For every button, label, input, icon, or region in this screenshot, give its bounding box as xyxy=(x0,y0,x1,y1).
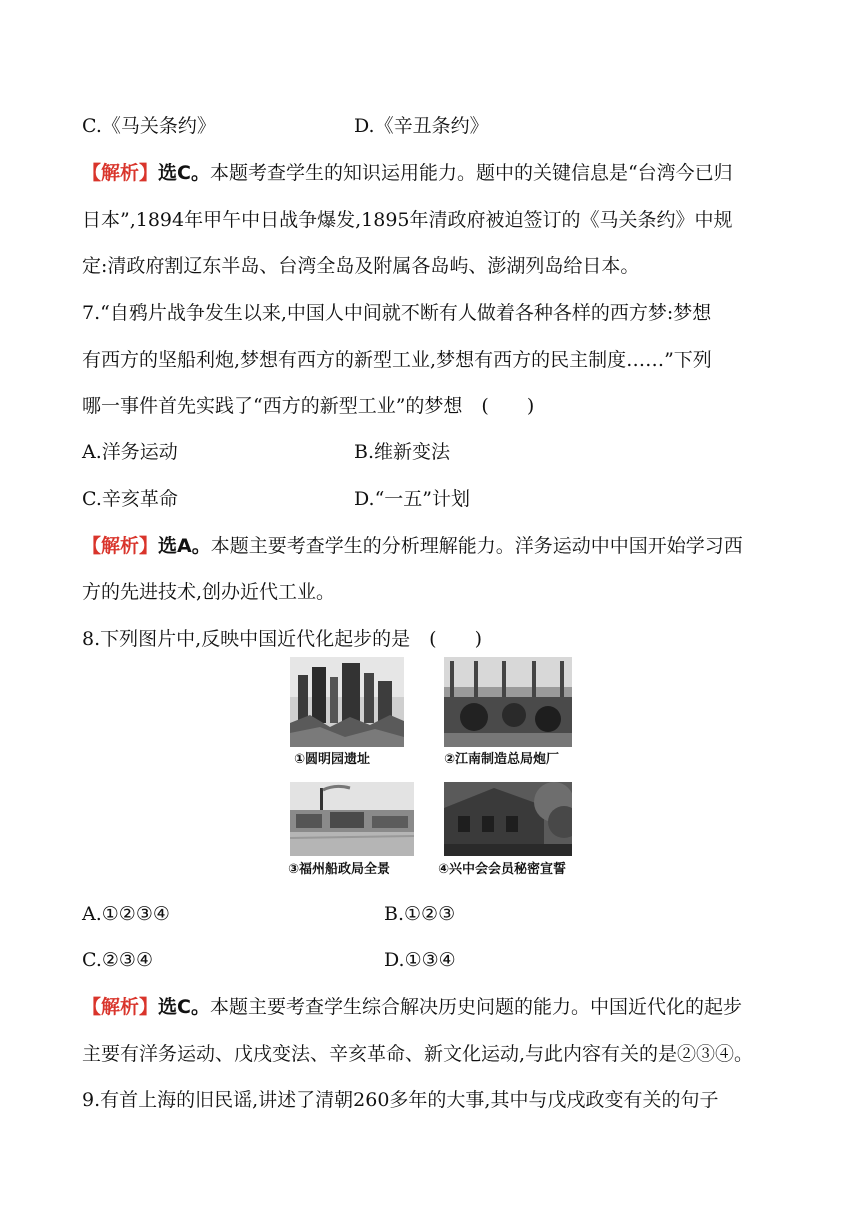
q9-stem-line-1: 9.有首上海的旧民谣,讲述了清朝260多年的大事,其中与戊戌政变有关的句子 xyxy=(82,1089,719,1111)
analysis-tag: 【解析】 xyxy=(82,996,159,1018)
analysis-tag: 【解析】 xyxy=(82,535,159,557)
q8-option-d: D.①③④ xyxy=(384,949,456,971)
q7-stem-line-1: 7.“自鸦片战争发生以来,中国人中间就不断有人做着各种各样的西方梦:梦想 xyxy=(82,302,712,324)
answer-selection: 选C。 xyxy=(158,996,210,1018)
photo-jiangnan-arsenal xyxy=(444,657,572,747)
q7-stem-line-3: 哪一事件首先实践了“西方的新型工业”的梦想 ( ) xyxy=(82,395,535,417)
q6-analysis-line-1 xyxy=(82,161,790,185)
q6-option-c: C.《马关条约》 xyxy=(82,115,216,137)
analysis-text: 本题主要考查学生的分析理解能力。洋务运动中中国开始学习西 xyxy=(210,535,743,557)
q8-option-b: B.①②③ xyxy=(384,903,456,925)
q7-analysis-line-1 xyxy=(82,534,790,558)
analysis-tag: 【解析】 xyxy=(82,162,159,184)
photo-xingzhonghui-oath xyxy=(444,782,572,856)
answer-selection: 选C。 xyxy=(158,162,210,184)
answer-selection: 选A。 xyxy=(158,535,211,557)
caption-photo-2: ②江南制造总局炮厂 xyxy=(444,752,560,767)
q8-option-c: C.②③④ xyxy=(82,949,153,971)
q7-stem-line-2: 有西方的坚船利炮,梦想有西方的新型工业,梦想有西方的民主制度……”下列 xyxy=(82,349,712,371)
caption-photo-1: ①圆明园遗址 xyxy=(294,752,371,767)
photo-yuanmingyuan-ruins xyxy=(290,657,404,747)
q7-option-c: C.辛亥革命 xyxy=(82,488,178,510)
q8-stem: 8.下列图片中,反映中国近代化起步的是 ( ) xyxy=(82,628,482,650)
q8-option-a: A.①②③④ xyxy=(82,903,170,925)
caption-photo-4: ④兴中会会员秘密宣誓 xyxy=(438,862,567,877)
q7-option-b: B.维新变法 xyxy=(354,441,451,463)
analysis-text: 本题考查学生的知识运用能力。题中的关键信息是“台湾今已归 xyxy=(209,162,733,184)
caption-photo-3: ③福州船政局全景 xyxy=(288,862,391,877)
analysis-text: 本题主要考查学生综合解决历史问题的能力。中国近代化的起步 xyxy=(209,996,742,1018)
q6-analysis-line-3: 定:清政府割辽东半岛、台湾全岛及附属各岛屿、澎湖列岛给日本。 xyxy=(82,255,640,277)
q8-photo-grid xyxy=(280,650,580,882)
q6-analysis-line-2: 日本”,1894年甲午中日战争爆发,1895年清政府被迫签订的《马关条约》中规 xyxy=(82,209,733,231)
q7-option-d: D.“一五”计划 xyxy=(354,488,471,510)
q7-analysis-line-2: 方的先进技术,创办近代工业。 xyxy=(82,581,336,603)
photo-fuzhou-shipyard xyxy=(290,782,414,856)
q7-option-a: A.洋务运动 xyxy=(82,441,178,463)
q8-analysis-line-1 xyxy=(82,995,790,1019)
q8-analysis-line-2: 主要有洋务运动、戊戌变法、辛亥革命、新文化运动,与此内容有关的是②③④。 xyxy=(82,1043,754,1065)
q6-option-d: D.《辛丑条约》 xyxy=(354,115,489,137)
